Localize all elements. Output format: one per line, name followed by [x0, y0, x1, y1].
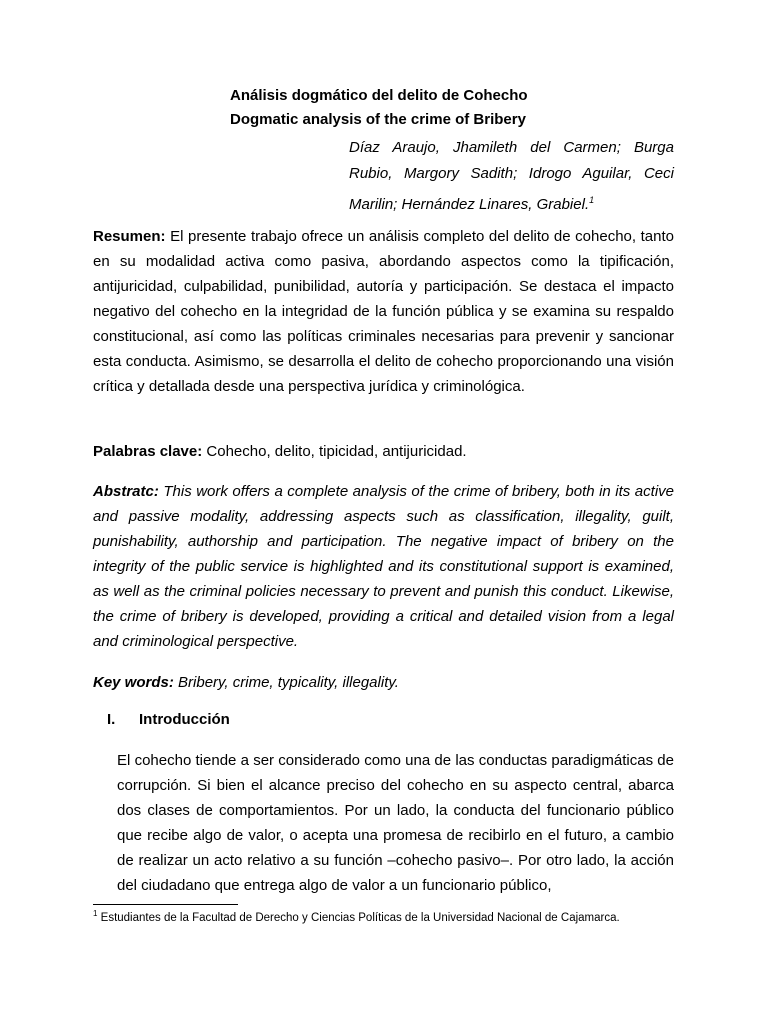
- resumen-text: El presente trabajo ofrece un análisis completo del delito de cohecho, tanto en su modalidad activa como pasiva, abordando aspectos como la tipificación, antijuricidad, culpabilidad, punibilidad, autoría y participación. Se destaca el impacto negativo del cohecho en la integridad de la función pública y se examina su respaldo constitucional, así como las políticas criminales necesarias para prevenir y sancionar esta conducta. Asimismo, se desarrolla el delito de cohecho proporcionando una visión crítica y detallada desde una perspectiva jurídica y criminológica.: [93, 228, 674, 395]
- title-english: Dogmatic analysis of the crime of Bribery: [230, 111, 526, 128]
- footnote-divider: [93, 904, 238, 905]
- author-list: [349, 135, 674, 218]
- section-number: I.: [107, 711, 116, 728]
- palabras-clave-paragraph: [93, 439, 674, 464]
- footnote: [93, 907, 653, 925]
- key-words-label: Key words:: [93, 674, 174, 691]
- introduction-paragraph: El cohecho tiende a ser considerado como una de las conductas paradigmáticas de corrupción. Si bien el alcance preciso del cohecho en su aspecto central, abarca dos clases de comportamientos. Por un lado, la conducta del funcionario público que recibe algo de valor, o acepta una promesa de recibirlo en el futuro, a cambio de realizar un acto relativo a su función –cohecho pasivo–. Por otro lado, la acción del ciudadano que entrega algo de valor a un funcionario público,: [117, 752, 674, 894]
- palabras-clave-label: Palabras clave:: [93, 443, 203, 460]
- section-heading-introduccion: [107, 711, 230, 728]
- key-words-text: Bribery, crime, typicality, illegality.: [173, 674, 399, 691]
- resumen-label: Resumen:: [93, 228, 166, 245]
- footnote-text: Estudiantes de la Facultad de Derecho y Ciencias Políticas de la Universidad Nacional de Cajamarca.: [97, 911, 620, 924]
- resumen-paragraph: [93, 224, 674, 399]
- footnote-mark: 1: [93, 909, 98, 918]
- abstract-label: Abstratc:: [93, 483, 159, 500]
- key-words-paragraph: [93, 670, 674, 695]
- author-names: Díaz Araujo, Jhamileth del Carmen; Burga Rubio, Margory Sadith; Idrogo Aguilar, Ceci Marilin; Hernández Linares, Grabiel.: [349, 139, 674, 213]
- footnote-reference: 1: [589, 195, 595, 205]
- title-spanish: Análisis dogmático del delito de Cohecho: [230, 87, 528, 104]
- palabras-clave-text: Cohecho, delito, tipicidad, antijuricidad.: [202, 443, 467, 460]
- abstract-text: This work offers a complete analysis of the crime of bribery, both in its active and passive modality, addressing aspects such as classification, illegality, guilt, punishability, authorship and participation. The negative impact of bribery on the integrity of the public service is highlighted and its constitutional support is examined, as well as the criminal policies necessary to prevent and punish this conduct. Likewise, the crime of bribery is developed, providing a critical and detailed vision from a legal and criminological perspective.: [93, 483, 674, 650]
- document-page: [93, 0, 674, 1024]
- section-title: Introducción: [139, 711, 230, 728]
- abstract-paragraph: [93, 479, 674, 654]
